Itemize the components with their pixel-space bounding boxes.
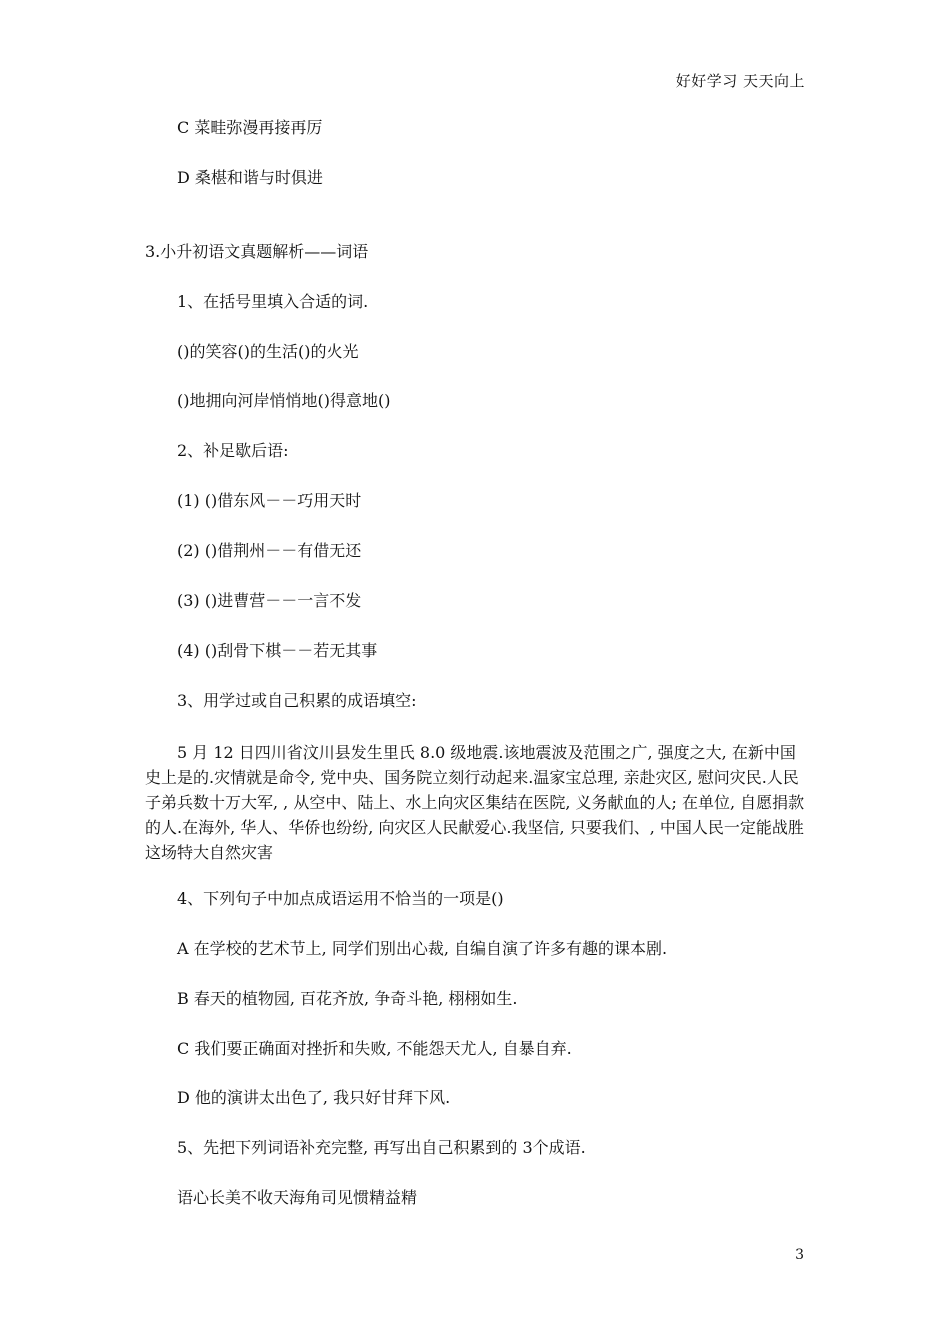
question-3-passage: 5 月 12 日四川省汶川县发生里氏 8.0 级地震.该地震波及范围之广, 强度之大, 在新中国史上是的.灾情就是命令, 党中央、国务院立刻行动起来.温家宝总理, 亲赴灾区, 慰问灾民.人民子弟兵数十万大军, , 从空中、陆上、水上向灾区集结在医院, 义务献血的人; 在单位, 自愿捐款的人.在海外, 华人、华侨也纷纷, 向灾区人民献爱心.我坚信, 只要我们、, 中国人民一定能战胜这场特大自然灾害 — [145, 743, 805, 862]
option-d: D 桑椹和谐与时俱进 — [177, 168, 323, 187]
section-title: 3.小升初语文真题解析——词语 — [145, 242, 369, 261]
question-4: 4、下列句子中加点成语运用不恰当的一项是() — [177, 889, 504, 908]
question-2: 2、补足歇后语: — [177, 441, 289, 460]
question-2-item-4: (4) ()刮骨下棋－－若无其事 — [177, 641, 378, 660]
question-4-option-c: C 我们要正确面对挫折和失败, 不能怨天尤人, 自暴自弃. — [177, 1039, 572, 1058]
question-5-words: 语心长美不收天海角司见惯精益精 — [177, 1188, 418, 1207]
question-2-item-1: (1) ()借东风－－巧用天时 — [177, 491, 362, 510]
question-1-line-b: ()地拥向河岸悄悄地()得意地() — [177, 391, 391, 410]
question-4-option-b: B 春天的植物园, 百花齐放, 争奇斗艳, 栩栩如生. — [177, 989, 518, 1008]
question-1-line-a: ()的笑容()的生活()的火光 — [177, 342, 359, 361]
question-1: 1、在括号里填入合适的词. — [177, 292, 369, 311]
option-c: C 菜畦弥漫再接再厉 — [177, 118, 323, 137]
question-2-item-3: (3) ()进曹营－－一言不发 — [177, 591, 362, 610]
question-4-option-a: A 在学校的艺术节上, 同学们别出心裁, 自编自演了许多有趣的课本剧. — [177, 939, 668, 958]
page-number: 3 — [795, 1247, 804, 1263]
question-2-item-2: (2) ()借荆州－－有借无还 — [177, 541, 362, 560]
question-4-option-d: D 他的演讲太出色了, 我只好甘拜下风. — [177, 1088, 451, 1107]
question-5: 5、先把下列词语补充完整, 再写出自己积累到的 3个成语. — [177, 1138, 586, 1157]
question-3: 3、用学过或自己积累的成语填空: — [177, 691, 417, 710]
page-header: 好好学习 天天向上 — [675, 72, 805, 90]
